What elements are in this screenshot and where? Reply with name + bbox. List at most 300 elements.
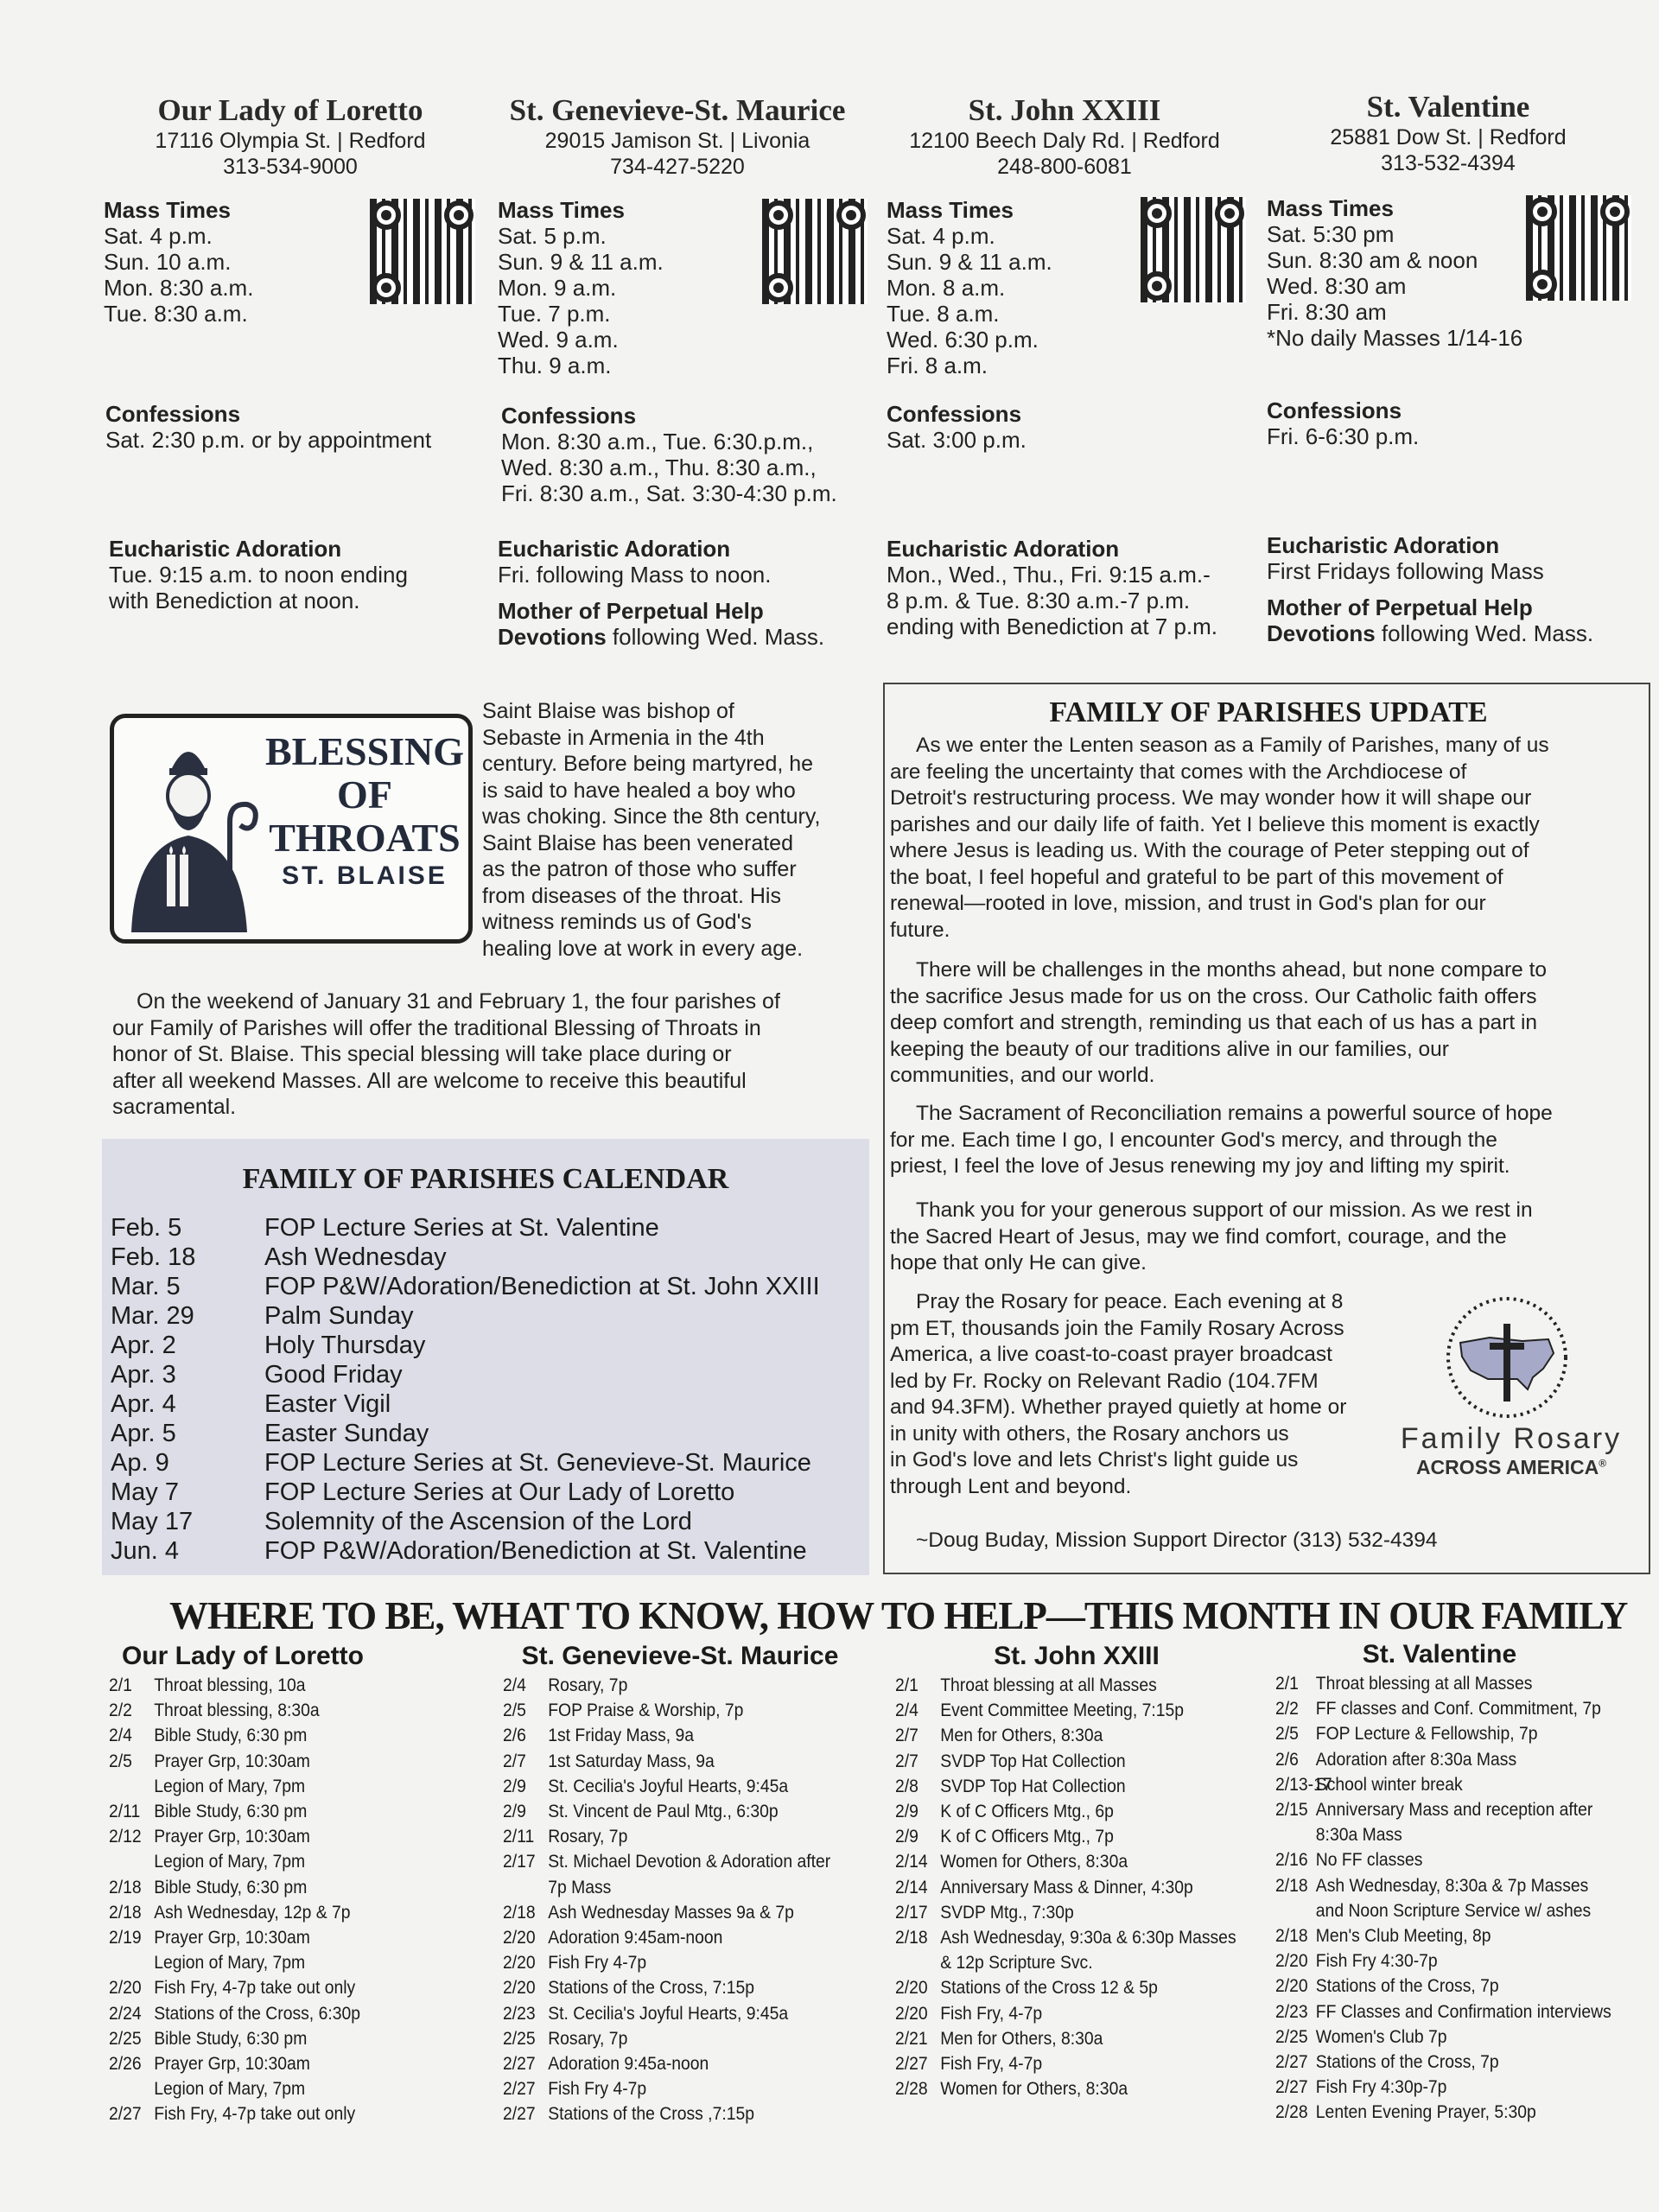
text-line: honor of St. Blaise. This special blessing will take place during or xyxy=(112,1042,732,1066)
schedule-item xyxy=(503,1875,845,1900)
event-text: School winter break xyxy=(1315,1773,1463,1795)
parish-header-genevieve xyxy=(491,93,864,180)
event-text: Bible Study, 6:30 pm xyxy=(154,1725,308,1746)
logo-mark: ® xyxy=(1599,1457,1607,1470)
schedule-item xyxy=(1275,1847,1610,1872)
event-date: 2/17 xyxy=(895,1901,928,1923)
section-heading: Mother of Perpetual Help xyxy=(498,598,764,624)
saint-blaise-icon xyxy=(119,725,262,937)
mass-time: Sat. 4 p.m. xyxy=(104,223,213,249)
event-text: Fish Fry 4:30p-7p xyxy=(1315,2076,1447,2098)
text-line: century. Before being martyred, he xyxy=(482,752,814,776)
event-text: Event Committee Meeting, 7:15p xyxy=(940,1700,1184,1721)
text-line: renewal—rooted in love, mission, and trust in God's plan for our xyxy=(890,892,1486,915)
calendar-event: FOP Lecture Series at St. Genevieve-St. Maurice xyxy=(264,1449,811,1477)
calendar-date: Apr. 2 xyxy=(111,1332,176,1359)
event-text: FF classes and Conf. Commitment, 7p xyxy=(1315,1698,1601,1719)
parish-name: St. Genevieve-St. Maurice xyxy=(509,93,846,127)
schedule-item xyxy=(1275,2024,1610,2050)
event-text: SVDP Top Hat Collection xyxy=(940,1775,1126,1796)
schedule-item xyxy=(895,1799,1237,1824)
section-heading: Confessions xyxy=(887,401,1022,427)
event-date: 2/7 xyxy=(895,1750,918,1771)
event-text: Bible Study, 6:30 pm xyxy=(154,1801,308,1822)
adoration-time: Fri. following Mass to noon. xyxy=(498,562,772,588)
schedule-item xyxy=(1275,2075,1610,2100)
event-date: 2/11 xyxy=(109,1801,141,1822)
event-date: 2/12 xyxy=(109,1826,142,1847)
schedule-item xyxy=(503,2051,845,2076)
qr-code-icon[interactable] xyxy=(1526,195,1631,301)
calendar-date: Apr. 4 xyxy=(111,1390,176,1418)
event-text: Adoration 9:45a-noon xyxy=(548,2053,709,2075)
schedule-heading: Our Lady of Loretto xyxy=(122,1642,364,1670)
event-text: Men's Club Meeting, 8p xyxy=(1315,1925,1491,1947)
confessions-valentine xyxy=(1267,397,1419,449)
schedule-item xyxy=(895,1900,1237,1925)
text-line: parishes and our daily life of faith. Yet I believe this moment is exactly xyxy=(890,812,1540,836)
text-line: after all weekend Masses. All are welcome to receive this beautiful xyxy=(112,1068,747,1093)
calendar-date: Jun. 4 xyxy=(111,1537,179,1565)
update-paragraph-2 xyxy=(890,957,1647,1090)
parish-header-loretto xyxy=(121,93,460,180)
saint-blaise-bio xyxy=(482,698,871,962)
section-heading: Confessions xyxy=(105,401,241,427)
text-line: On the weekend of January 31 and February 1, the four parishes of xyxy=(137,989,780,1014)
parish-address: 12100 Beech Daly Rd. | Redford xyxy=(909,129,1220,153)
event-date: 2/20 xyxy=(895,1977,928,1999)
mass-time: Sat. 5:30 pm xyxy=(1267,221,1395,247)
schedule-item xyxy=(503,1925,845,1950)
calendar-row xyxy=(111,1536,807,1566)
mass-time: Wed. 6:30 p.m. xyxy=(887,327,1039,353)
event-date: 2/1 xyxy=(895,1675,918,1695)
calendar-date: Mar. 5 xyxy=(111,1273,181,1300)
event-text: St. Cecilia's Joyful Hearts, 9:45a xyxy=(548,2002,789,2024)
schedule-item xyxy=(503,1774,845,1799)
schedule-item xyxy=(503,2001,845,2026)
parish-phone: 313-532-4394 xyxy=(1381,151,1516,175)
text-line: pm ET, thousands join the Family Rosary Across xyxy=(890,1316,1344,1340)
calendar-event: Easter Vigil xyxy=(264,1390,391,1418)
event-text: Prayer Grp, 10:30am xyxy=(154,1750,310,1771)
schedule-item xyxy=(109,2101,397,2126)
mass-time: Tue. 8:30 a.m. xyxy=(104,301,248,327)
schedule-item xyxy=(503,1900,845,1925)
event-date: 2/27 xyxy=(895,2053,928,2075)
event-date: 2/25 xyxy=(109,2027,142,2049)
event-date: 2/14 xyxy=(895,1851,928,1872)
text-line: Sebaste in Armenia in the 4th xyxy=(482,725,765,750)
family-rosary-logo-text xyxy=(1377,1422,1645,1479)
parish-address: 29015 Jamison St. | Livonia xyxy=(544,129,810,153)
mass-time: Wed. 9 a.m. xyxy=(498,327,619,353)
schedule-genevieve xyxy=(503,1642,883,2127)
event-text: Stations of the Cross, 7p xyxy=(1315,1975,1499,1997)
event-text: Adoration after 8:30a Mass xyxy=(1315,1748,1517,1770)
calendar-event: FOP P&W/Adoration/Benediction at St. John XXIII xyxy=(264,1273,820,1300)
event-text: Stations of the Cross, 7:15p xyxy=(548,1977,754,1999)
schedule-item xyxy=(503,2026,845,2051)
schedule-item xyxy=(109,2026,397,2051)
event-text: St. Cecilia's Joyful Hearts, 9:45a xyxy=(548,1775,789,1796)
schedule-item xyxy=(503,2076,845,2101)
schedule-item xyxy=(895,1824,1237,1849)
event-text: Legion of Mary, 7pm xyxy=(154,2078,306,2100)
logo-line-2 xyxy=(1377,1456,1645,1479)
schedule-valentine xyxy=(1275,1640,1647,2126)
calendar-row xyxy=(111,1272,820,1301)
event-date: 2/21 xyxy=(895,2027,928,2049)
adoration-john xyxy=(887,536,1217,639)
event-date: 2/24 xyxy=(109,2002,142,2024)
confession-time: Fri. 8:30 a.m., Sat. 3:30-4:30 p.m. xyxy=(501,480,837,506)
calendar-date: Ap. 9 xyxy=(111,1449,169,1477)
event-date: 2/20 xyxy=(503,1927,536,1948)
section-heading: Mass Times xyxy=(1267,195,1394,221)
section-heading: Mass Times xyxy=(104,197,231,223)
calendar-event: Solemnity of the Ascension of the Lord xyxy=(264,1508,692,1535)
event-text: 1st Friday Mass, 9a xyxy=(548,1725,695,1746)
title-line: BLESSING xyxy=(264,729,465,773)
schedule-item xyxy=(895,2001,1237,2026)
calendar-date: Apr. 3 xyxy=(111,1361,176,1389)
event-text: Throat blessing at all Masses xyxy=(1315,1673,1533,1694)
title-line: THROATS xyxy=(269,816,461,860)
event-text: Fish Fry 4:30-7p xyxy=(1315,1950,1438,1972)
event-date: 2/5 xyxy=(109,1750,132,1771)
schedule-item xyxy=(109,1698,397,1723)
schedule-item xyxy=(109,1849,397,1874)
family-update-box xyxy=(883,683,1650,1574)
adoration-time: 8 p.m. & Tue. 8:30 a.m.-7 p.m. xyxy=(887,588,1191,613)
schedule-item xyxy=(109,1749,397,1774)
calendar-event: Holy Thursday xyxy=(264,1332,426,1359)
event-text: Ash Wednesday, 12p & 7p xyxy=(154,1901,351,1923)
schedule-item xyxy=(895,1723,1237,1748)
text-line: sacramental. xyxy=(112,1095,237,1119)
update-paragraph-4 xyxy=(890,1198,1647,1277)
event-text: Prayer Grp, 10:30am xyxy=(154,1927,310,1948)
event-text: Stations of the Cross 12 & 5p xyxy=(940,1977,1158,1999)
text-line: priest, I feel the love of Jesus renewing my joy and lifting my spirit. xyxy=(890,1154,1510,1178)
adoration-time: with Benediction at noon. xyxy=(109,588,360,613)
schedule-item xyxy=(1275,1747,1610,1772)
event-date: 2/2 xyxy=(109,1700,132,1721)
event-date: 2/27 xyxy=(503,2103,536,2125)
confession-time: Sat. 2:30 p.m. or by appointment xyxy=(105,427,432,453)
calendar-row xyxy=(111,1507,692,1536)
confession-time: Fri. 6-6:30 p.m. xyxy=(1267,423,1420,449)
update-title: FAMILY OF PARISHES UPDATE xyxy=(1049,696,1488,728)
event-date: 2/18 xyxy=(503,1901,536,1923)
calendar-date: Feb. 18 xyxy=(111,1243,196,1271)
update-paragraph-3 xyxy=(890,1101,1647,1180)
schedule-item xyxy=(1275,1721,1610,1746)
event-text: Legion of Mary, 7pm xyxy=(154,1952,306,1974)
event-date: 2/20 xyxy=(503,1952,536,1974)
section-heading: Eucharistic Adoration xyxy=(109,536,342,562)
schedule-item xyxy=(895,1925,1237,1950)
event-text: Adoration 9:45am-noon xyxy=(548,1927,723,1948)
text-line: hope that only He can give. xyxy=(890,1251,1147,1274)
schedule-item xyxy=(503,1824,845,1849)
event-date: 2/1 xyxy=(1275,1673,1299,1694)
parish-header-john xyxy=(881,93,1248,180)
section-heading: Mass Times xyxy=(887,197,1014,223)
confession-time: Mon. 8:30 a.m., Tue. 6:30.p.m., xyxy=(501,429,814,454)
event-text: Anniversary Mass & Dinner, 4:30p xyxy=(940,1876,1193,1897)
confession-time: Sat. 3:00 p.m. xyxy=(887,427,1027,453)
rosary-map-icon xyxy=(1438,1293,1576,1422)
text-line: in unity with others, the Rosary anchors us xyxy=(890,1421,1289,1446)
event-date: 2/20 xyxy=(1275,1950,1308,1972)
schedule-heading: St. Valentine xyxy=(1362,1640,1517,1669)
text-line: our Family of Parishes will offer the traditional Blessing of Throats in xyxy=(112,1015,761,1040)
event-text: Prayer Grp, 10:30am xyxy=(154,2053,310,2075)
event-date: 2/20 xyxy=(895,2002,928,2024)
schedule-item xyxy=(503,1749,845,1774)
schedule-item xyxy=(895,1975,1237,2000)
event-text: Fish Fry, 4-7p xyxy=(940,2002,1043,2024)
event-text: Women's Club 7p xyxy=(1315,2025,1447,2047)
event-text: and Noon Scripture Service w/ ashes xyxy=(1315,1899,1592,1921)
event-text: Throat blessing, 10a xyxy=(154,1675,306,1695)
section-heading: Confessions xyxy=(501,403,637,429)
event-text: Women for Others, 8:30a xyxy=(940,2078,1128,2100)
event-text: No FF classes xyxy=(1315,1849,1423,1871)
calendar-event: FOP P&W/Adoration/Benediction at St. Valentine xyxy=(264,1537,807,1565)
mass-time: Mon. 8 a.m. xyxy=(887,275,1006,301)
event-date: 2/26 xyxy=(109,2053,142,2075)
calendar-row xyxy=(111,1360,403,1389)
schedule-item xyxy=(109,1925,397,1950)
mass-time: Sun. 8:30 am & noon xyxy=(1267,247,1478,273)
calendar-event: Good Friday xyxy=(264,1361,403,1389)
schedule-item xyxy=(503,1849,845,1874)
event-text: Anniversary Mass and reception after xyxy=(1315,1799,1593,1821)
text-line: and 94.3FM). Whether prayed quietly at home or xyxy=(890,1395,1347,1419)
adoration-loretto xyxy=(109,536,408,613)
confessions-loretto xyxy=(105,401,431,453)
text-line: in God's love and lets Christ's light guide us xyxy=(890,1448,1299,1471)
schedule-item xyxy=(1275,1671,1610,1696)
parish-phone: 313-534-9000 xyxy=(223,155,358,179)
schedule-item xyxy=(1275,1923,1610,1948)
calendar-date: May 17 xyxy=(111,1508,194,1535)
event-date: 2/19 xyxy=(109,1927,142,1948)
schedule-item xyxy=(1275,1822,1610,1847)
event-text: FOP Lecture & Fellowship, 7p xyxy=(1315,1723,1538,1745)
text-line: from diseases of the throat. His xyxy=(482,883,781,908)
schedule-item xyxy=(503,2101,845,2126)
text-line: are feeling the uncertainty that comes with the Archdiocese of xyxy=(890,760,1467,784)
event-text: Stations of the Cross, 7p xyxy=(1315,2051,1499,2073)
calendar-date: Mar. 29 xyxy=(111,1302,194,1330)
parish-header-valentine xyxy=(1275,90,1621,176)
event-text: Throat blessing, 8:30a xyxy=(154,1700,320,1721)
calendar-row xyxy=(111,1213,659,1243)
event-date: 2/4 xyxy=(109,1725,132,1746)
event-text: St. Michael Devotion & Adoration after xyxy=(548,1851,831,1872)
event-date: 2/23 xyxy=(503,2002,536,2024)
event-text: FF Classes and Confirmation interviews xyxy=(1315,2000,1611,2022)
event-text: Stations of the Cross ,7:15p xyxy=(548,2103,754,2125)
event-date: 2/6 xyxy=(1275,1748,1299,1770)
text-line: As we enter the Lenten season as a Family of Parishes, many of us xyxy=(916,734,1549,757)
mass-time: *No daily Masses 1/14-16 xyxy=(1267,325,1523,351)
mass-time: Wed. 8:30 am xyxy=(1267,273,1407,299)
section-heading: Confessions xyxy=(1267,397,1402,423)
parish-address: 17116 Olympia St. | Redford xyxy=(155,129,426,153)
event-date: 2/1 xyxy=(109,1675,132,1695)
schedule-item xyxy=(895,1849,1237,1874)
confessions-genevieve xyxy=(501,403,837,506)
event-date: 2/20 xyxy=(503,1977,536,1999)
schedule-item xyxy=(109,2051,397,2076)
section-heading: Eucharistic Adoration xyxy=(498,536,731,562)
event-date: 2/18 xyxy=(895,1927,928,1948)
section-heading: Eucharistic Adoration xyxy=(887,536,1120,562)
text-line: Saint Blaise was bishop of xyxy=(482,699,734,723)
event-text: Fish Fry 4-7p xyxy=(548,1952,647,1974)
event-date: 2/7 xyxy=(895,1725,918,1746)
schedule-item xyxy=(895,1698,1237,1723)
schedule-item xyxy=(109,1774,397,1799)
calendar-row xyxy=(111,1301,414,1331)
parish-address: 25881 Dow St. | Redford xyxy=(1330,125,1567,149)
calendar-date: Feb. 5 xyxy=(111,1214,182,1242)
schedule-item xyxy=(503,1723,845,1748)
schedule-item xyxy=(503,1799,845,1824)
section-heading: Eucharistic Adoration xyxy=(1267,532,1500,558)
event-date: 2/20 xyxy=(109,1977,142,1999)
schedule-item xyxy=(1275,1948,1610,1974)
schedule-loretto xyxy=(109,1642,429,2127)
mass-time: Mon. 8:30 a.m. xyxy=(104,275,254,301)
text-line: keeping the beauty of our traditions alive in our families, our xyxy=(890,1037,1449,1061)
event-date: 2/2 xyxy=(1275,1698,1299,1719)
schedule-item xyxy=(895,2026,1237,2051)
mass-time: Sun. 9 & 11 a.m. xyxy=(498,249,664,275)
parish-phone: 248-800-6081 xyxy=(997,155,1132,179)
event-date: 2/9 xyxy=(895,1801,918,1822)
schedule-item xyxy=(109,2076,397,2101)
text-line: America, a live coast-to-coast prayer broadcast xyxy=(890,1343,1332,1366)
mass-time: Sun. 10 a.m. xyxy=(104,249,232,275)
parish-name: Our Lady of Loretto xyxy=(157,93,423,127)
devotions-text: following Wed. Mass. xyxy=(606,624,825,650)
event-date: 2/15 xyxy=(1275,1799,1308,1821)
event-text: Prayer Grp, 10:30am xyxy=(154,1826,310,1847)
schedule-item xyxy=(109,1950,397,1975)
event-text: Legion of Mary, 7pm xyxy=(154,1851,306,1872)
schedule-item xyxy=(503,1698,845,1723)
qr-code-icon[interactable] xyxy=(370,199,475,304)
schedule-item xyxy=(1275,1772,1610,1797)
blessing-of-throats-graphic xyxy=(110,714,473,944)
schedule-item xyxy=(1275,1999,1610,2024)
text-line: the boat, I feel hopeful and grateful to be part of this movement of xyxy=(890,865,1503,889)
schedule-item xyxy=(895,2076,1237,2101)
event-text: Fish Fry 4-7p xyxy=(548,2078,647,2100)
calendar-event: Easter Sunday xyxy=(264,1420,429,1447)
devotions-label: Devotions xyxy=(498,624,607,650)
schedule-item xyxy=(1275,1873,1610,1898)
section-heading: Mass Times xyxy=(498,197,625,223)
mass-times-valentine xyxy=(1267,195,1522,351)
confessions-john xyxy=(887,401,1027,453)
blessing-subtitle: ST. BLAISE xyxy=(282,861,448,890)
adoration-time: Tue. 9:15 a.m. to noon ending xyxy=(109,562,408,588)
calendar-date: Apr. 5 xyxy=(111,1420,176,1447)
text-line: led by Fr. Rocky on Relevant Radio (104.7FM xyxy=(890,1369,1319,1393)
event-text: Ash Wednesday Masses 9a & 7p xyxy=(548,1901,794,1923)
text-line: The Sacrament of Reconciliation remains a powerful source of hope xyxy=(916,1102,1553,1125)
calendar-row xyxy=(111,1478,734,1507)
schedule-item xyxy=(895,1875,1237,1900)
event-date: 2/28 xyxy=(895,2078,928,2100)
event-date: 2/4 xyxy=(503,1675,526,1695)
event-date: 2/7 xyxy=(503,1750,526,1771)
event-text: & 12p Scripture Svc. xyxy=(940,1952,1093,1974)
parish-name: St. John XXIII xyxy=(968,93,1161,127)
event-date: 2/27 xyxy=(1275,2051,1308,2073)
event-text: Stations of the Cross, 6:30p xyxy=(154,2002,360,2024)
event-text: Bible Study, 6:30 pm xyxy=(154,2027,308,2049)
mass-time: Sat. 4 p.m. xyxy=(887,223,995,249)
event-date: 2/18 xyxy=(109,1876,142,1897)
event-date: 2/27 xyxy=(503,2078,536,2100)
qr-code-icon[interactable] xyxy=(1141,197,1246,302)
schedule-item xyxy=(895,1950,1237,1975)
adoration-time: First Fridays following Mass xyxy=(1267,558,1544,584)
blessing-title xyxy=(261,730,468,860)
event-date: 2/5 xyxy=(503,1700,526,1721)
event-text: FOP Praise & Worship, 7p xyxy=(548,1700,744,1721)
calendar-date: May 7 xyxy=(111,1478,179,1506)
mass-time: Mon. 9 a.m. xyxy=(498,275,617,301)
schedule-item xyxy=(1275,2100,1610,2125)
text-line: Detroit's restructuring process. We may wonder how it will shape our xyxy=(890,786,1532,810)
event-text: 1st Saturday Mass, 9a xyxy=(548,1750,715,1771)
confession-time: Wed. 8:30 a.m., Thu. 8:30 a.m., xyxy=(501,454,817,480)
schedule-john xyxy=(895,1642,1275,2101)
event-date: 2/18 xyxy=(109,1901,142,1923)
calendar-event: FOP Lecture Series at Our Lady of Loretto xyxy=(264,1478,735,1506)
mass-time: Thu. 9 a.m. xyxy=(498,353,612,378)
event-date: 2/25 xyxy=(1275,2025,1308,2047)
schedule-heading: St. Genevieve-St. Maurice xyxy=(521,1642,839,1670)
event-date: 2/27 xyxy=(503,2053,536,2075)
schedule-item xyxy=(1275,1974,1610,1999)
text-line: the sacrifice Jesus made for us on the cross. Our Catholic faith offers xyxy=(890,984,1537,1008)
event-date: 2/9 xyxy=(895,1826,918,1847)
event-date: 2/20 xyxy=(1275,1975,1308,1997)
event-text: Bible Study, 6:30 pm xyxy=(154,1876,308,1897)
calendar-title: FAMILY OF PARISHES CALENDAR xyxy=(242,1163,729,1195)
schedule-item xyxy=(109,1824,397,1849)
qr-code-icon[interactable] xyxy=(762,199,868,304)
event-text: Men for Others, 8:30a xyxy=(940,2027,1103,2049)
event-text: Throat blessing at all Masses xyxy=(940,1675,1157,1695)
text-line: was choking. Since the 8th century, xyxy=(482,804,821,829)
text-line: future. xyxy=(890,918,950,942)
parish-phone: 734-427-5220 xyxy=(610,155,745,179)
schedule-item xyxy=(109,1673,397,1698)
schedule-item xyxy=(503,1673,845,1698)
update-paragraph-1 xyxy=(890,733,1647,944)
